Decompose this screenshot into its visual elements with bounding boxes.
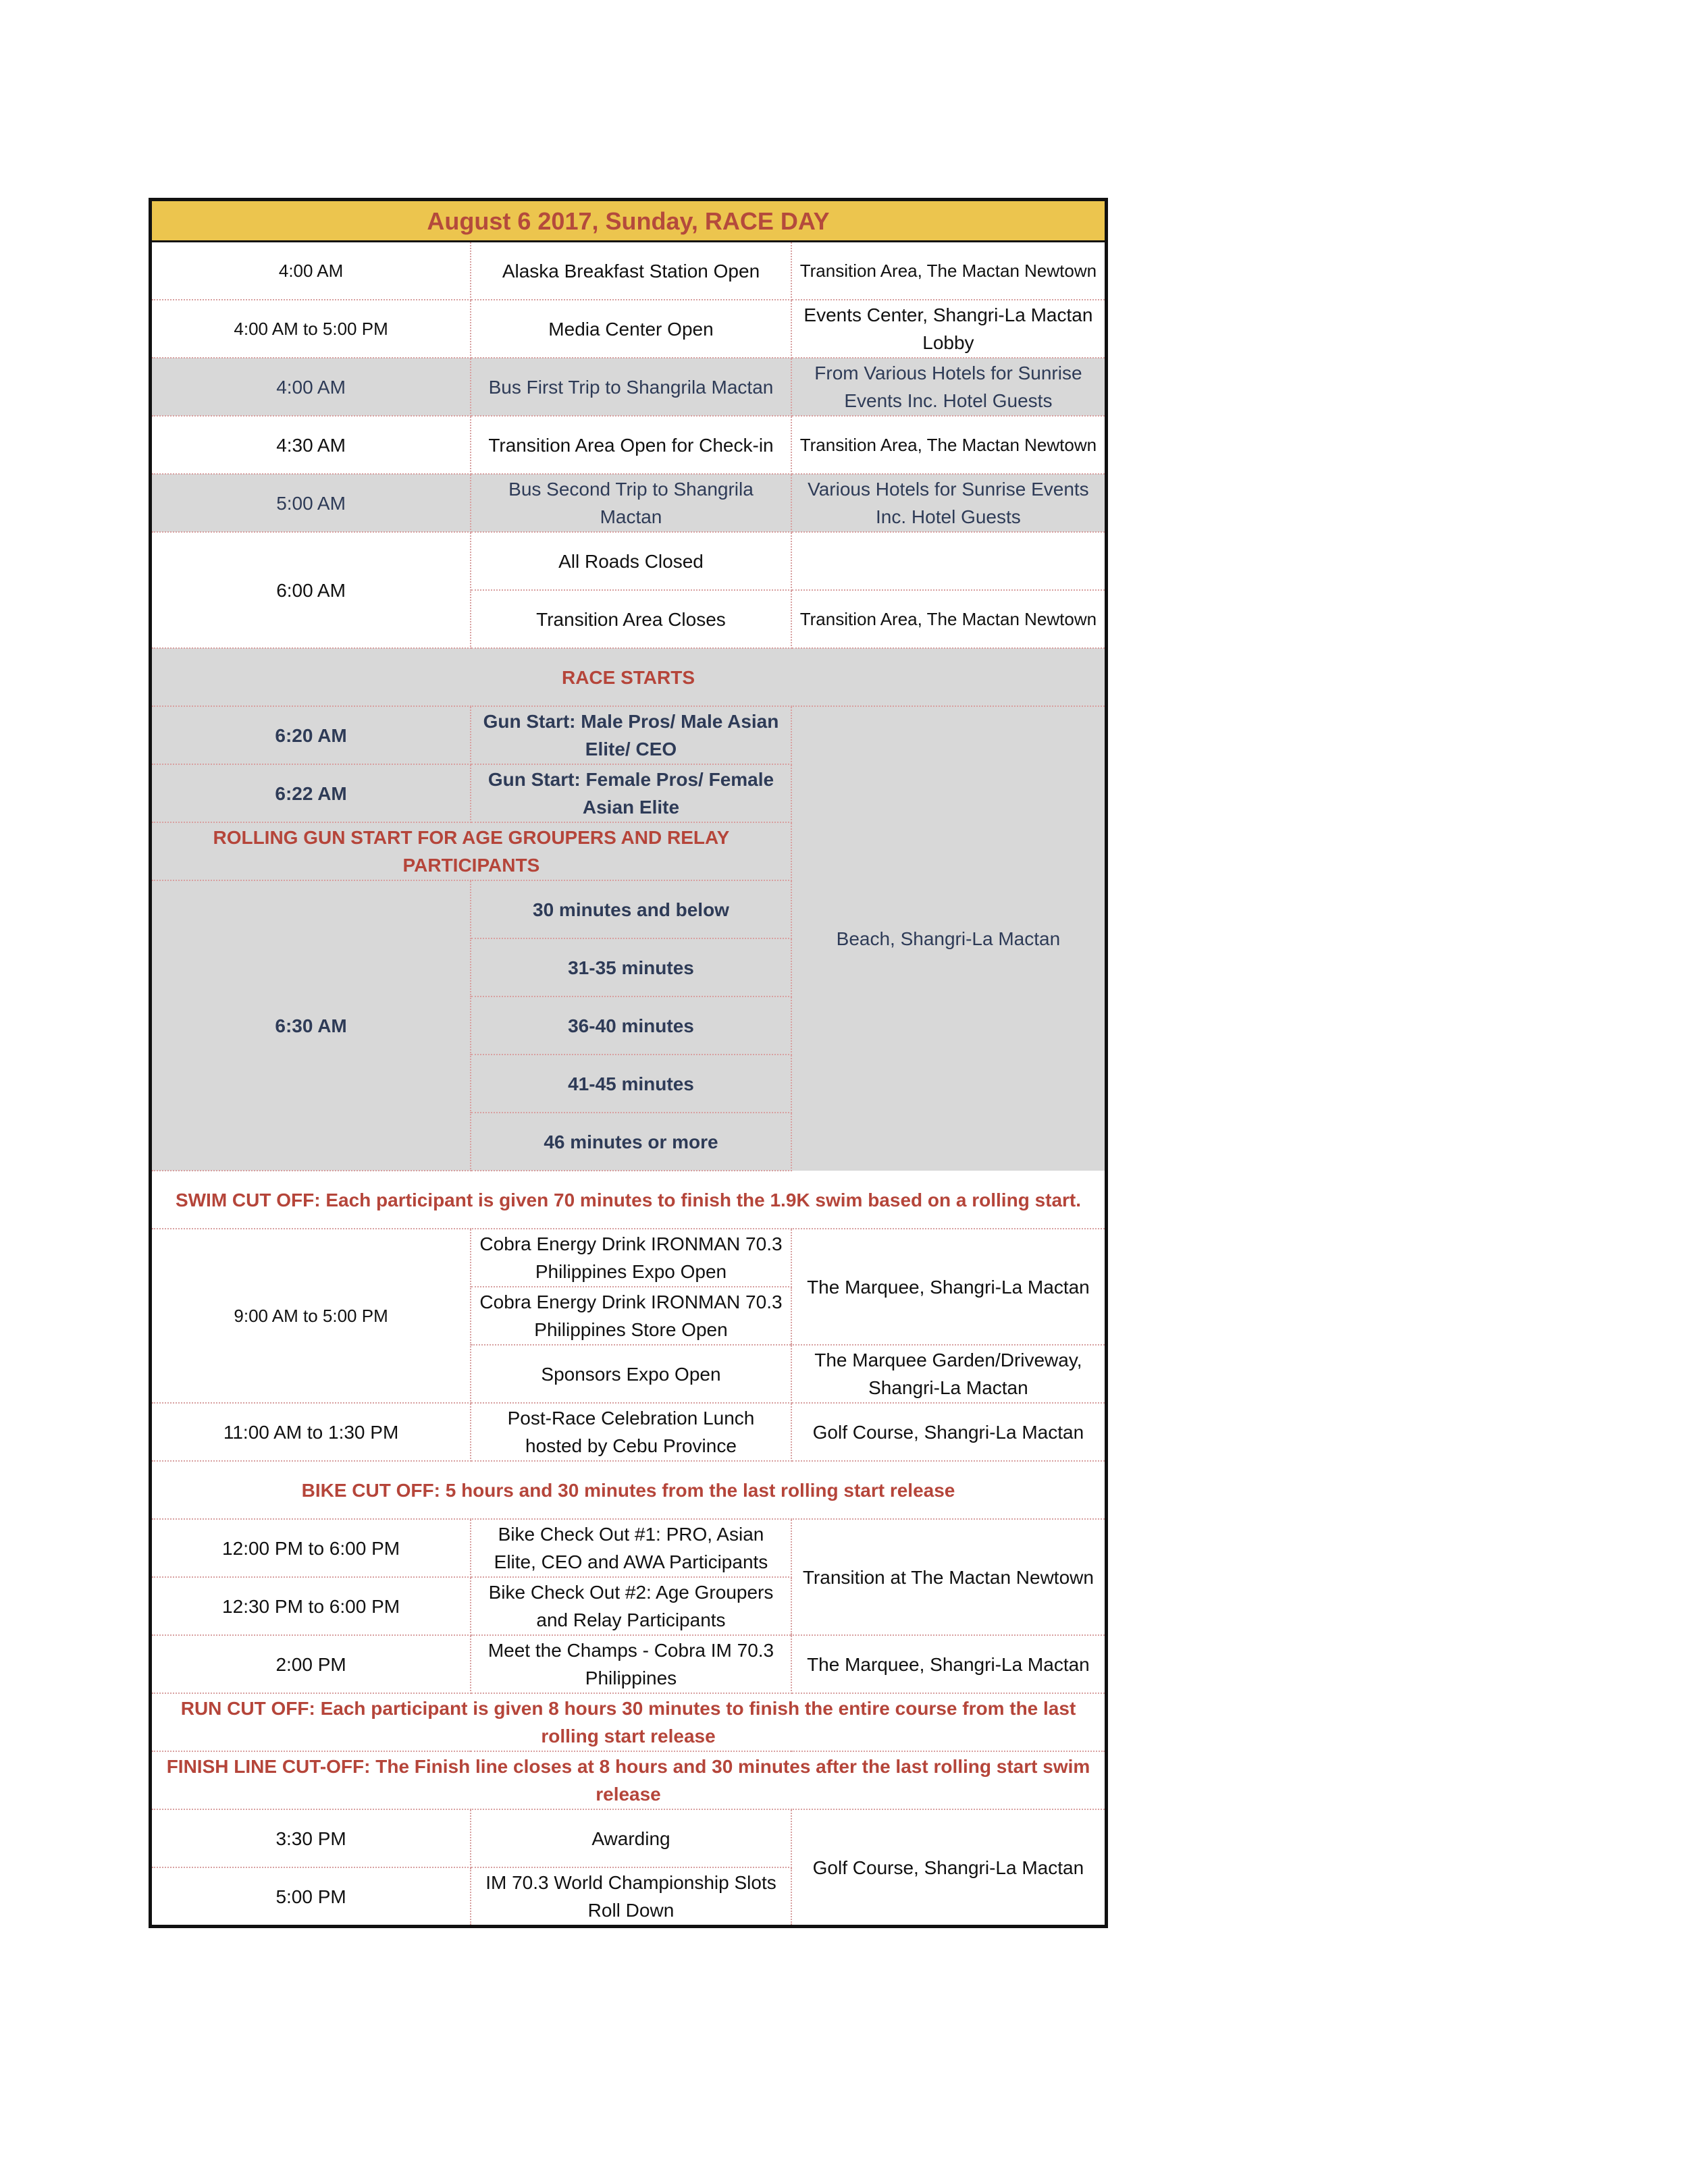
event-cell: Gun Start: Male Pros/ Male Asian Elite/ CEO [471, 706, 791, 764]
wave-cell: 36-40 minutes [471, 996, 791, 1055]
time-cell: 12:30 PM to 6:00 PM [151, 1577, 471, 1635]
time-cell: 6:00 AM [151, 532, 471, 648]
event-cell: Bike Check Out #1: PRO, Asian Elite, CEO and AWA Participants [471, 1519, 791, 1577]
section-row [151, 1693, 1107, 1751]
table-row [151, 1403, 1107, 1461]
swim-cutoff-note: SWIM CUT OFF: Each participant is given 70 minutes to finish the 1.9K swim based on a rolling start. [151, 1171, 1107, 1229]
section-row [151, 648, 1107, 706]
table-row [151, 1809, 1107, 1867]
event-cell: Awarding [471, 1809, 791, 1867]
time-cell: 6:20 AM [151, 706, 471, 764]
table-row [151, 242, 1107, 300]
race-day-schedule-table [149, 198, 1108, 1928]
time-cell: 4:30 AM [151, 416, 471, 474]
venue-cell: Transition at The Mactan Newtown [791, 1519, 1107, 1635]
event-cell: Gun Start: Female Pros/ Female Asian Elite [471, 764, 791, 822]
table-row [151, 474, 1107, 532]
table-row [151, 358, 1107, 416]
table-row [151, 706, 1107, 764]
time-cell: 5:00 AM [151, 474, 471, 532]
wave-cell: 30 minutes and below [471, 880, 791, 938]
run-cutoff-note: RUN CUT OFF: Each participant is given 8 hours 30 minutes to finish the entire course from the last rolling start release [151, 1693, 1107, 1751]
event-cell: Sponsors Expo Open [471, 1345, 791, 1403]
table-row [151, 1635, 1107, 1693]
schedule-title: August 6 2017, Sunday, RACE DAY [151, 200, 1107, 242]
table-header-row [151, 200, 1107, 242]
event-cell: IM 70.3 World Championship Slots Roll Down [471, 1867, 791, 1927]
time-cell: 9:00 AM to 5:00 PM [151, 1229, 471, 1403]
venue-cell: The Marquee, Shangri-La Mactan [791, 1229, 1107, 1345]
event-cell: Cobra Energy Drink IRONMAN 70.3 Philippines Expo Open [471, 1229, 791, 1287]
venue-cell: Golf Course, Shangri-La Mactan [812, 1857, 1084, 1878]
race-starts-heading: RACE STARTS [151, 648, 1107, 706]
time-cell: 12:00 PM to 6:00 PM [151, 1519, 471, 1577]
venue-cell: Golf Course, Shangri-La Mactan [791, 1403, 1107, 1461]
event-cell: Transition Area Closes [471, 590, 791, 648]
venue-cell: Transition Area, The Mactan Newtown [791, 590, 1107, 648]
venue-cell: Beach, Shangri-La Mactan [791, 706, 1107, 1171]
section-row [151, 1171, 1107, 1229]
time-cell: 4:00 AM to 5:00 PM [151, 300, 471, 358]
time-cell: 6:30 AM [151, 880, 471, 1171]
venue-cell: Events Center, Shangri-La Mactan Lobby [791, 300, 1107, 358]
table-row [151, 1519, 1107, 1577]
event-cell: Transition Area Open for Check-in [471, 416, 791, 474]
venue-cell: The Marquee Garden/Driveway, Shangri-La Mactan [791, 1345, 1107, 1403]
venue-cell: Transition Area, The Mactan Newtown [791, 416, 1107, 474]
time-cell: 4:00 AM [151, 358, 471, 416]
bike-cutoff-note: BIKE CUT OFF: 5 hours and 30 minutes from the last rolling start release [151, 1461, 1107, 1519]
time-cell: 2:00 PM [151, 1635, 471, 1693]
wave-cell: 41-45 minutes [471, 1055, 791, 1113]
event-cell: Media Center Open [471, 300, 791, 358]
venue-cell: Various Hotels for Sunrise Events Inc. Hotel Guests [791, 474, 1107, 532]
event-cell: Cobra Energy Drink IRONMAN 70.3 Philippines Store Open [471, 1287, 791, 1345]
section-row [151, 1461, 1107, 1519]
section-row [151, 1751, 1107, 1809]
table-row [151, 300, 1107, 358]
time-cell: 11:00 AM to 1:30 PM [151, 1403, 471, 1461]
venue-cell: The Marquee, Shangri-La Mactan [791, 1635, 1107, 1693]
time-cell: 5:00 PM [151, 1867, 471, 1927]
event-cell: Bike Check Out #2: Age Groupers and Relay Participants [471, 1577, 791, 1635]
time-cell: 6:22 AM [151, 764, 471, 822]
time-cell: 4:00 AM [151, 242, 471, 300]
venue-cell: Transition Area, The Mactan Newtown [791, 242, 1107, 300]
rolling-start-heading: ROLLING GUN START FOR AGE GROUPERS AND RELAY PARTICIPANTS [151, 822, 791, 880]
time-cell: 3:30 PM [151, 1809, 471, 1867]
table-row [151, 416, 1107, 474]
table-row [151, 1229, 1107, 1287]
event-cell: All Roads Closed [471, 532, 791, 590]
event-cell: Bus First Trip to Shangrila Mactan [471, 358, 791, 416]
wave-cell: 31-35 minutes [471, 938, 791, 996]
wave-cell: 46 minutes or more [471, 1113, 791, 1171]
finish-cutoff-note: FINISH LINE CUT-OFF: The Finish line closes at 8 hours and 30 minutes after the last rolling start swim release [151, 1751, 1107, 1809]
event-cell: Post-Race Celebration Lunch hosted by Cebu Province [471, 1403, 791, 1461]
event-cell: Alaska Breakfast Station Open [471, 242, 791, 300]
venue-cell [791, 532, 1107, 590]
venue-cell: From Various Hotels for Sunrise Events Inc. Hotel Guests [791, 358, 1107, 416]
event-cell: Meet the Champs - Cobra IM 70.3 Philippines [471, 1635, 791, 1693]
table-row [151, 532, 1107, 590]
event-cell: Bus Second Trip to Shangrila Mactan [471, 474, 791, 532]
